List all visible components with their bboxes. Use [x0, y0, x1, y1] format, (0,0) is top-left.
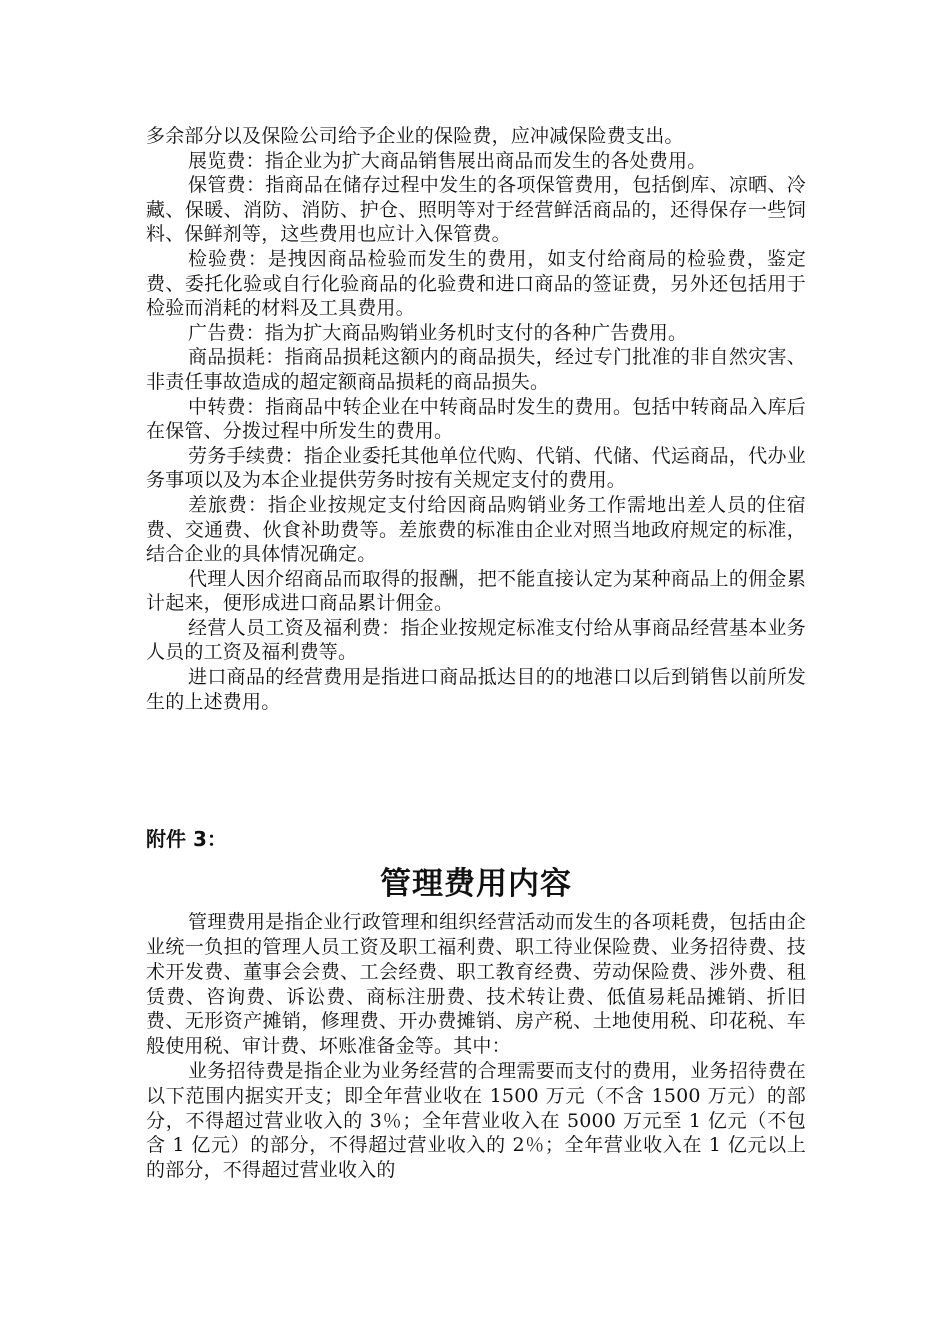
paragraph-inspection-fee: 检验费：是拽因商品检验而发生的费用，如支付给商局的检验费，鉴定费、委托化验或自行化验商品的化验费和进口商品的签证费，另外还包括用于检验而消耗的材料及工具费用。	[146, 247, 806, 320]
paragraph-insurance-continued: 多余部分以及保险公司给予企业的保险费，应冲减保险费支出。	[146, 125, 684, 147]
paragraph-travel-expense: 差旅费：指企业按规定支付给因商品购销业务工作需地出差人员的住宿费、交通费、伙食补助费等。差旅费的标准由企业对照当地政府规定的标准，结合企业的具体情况确定。	[146, 493, 806, 566]
paragraph-agent-commission: 代理人因介绍商品而取得的报酬，把不能直接认定为某种商品上的佣金累计起来，便形成进口商品累计佣金。	[146, 567, 806, 615]
paragraph-goods-loss: 商品损耗：指商品损耗这额内的商品损失，经过专门批准的非自然灾害、非责任事故造成的超定额商品损耗的商品损失。	[146, 346, 806, 393]
paragraph-exhibition-fee: 展览费：指企业为扩大商品销售展出商品而发生的各处费用。	[188, 149, 707, 172]
paragraph-management-definition: 管理费用是指企业行政管理和组织经营活动而发生的各项耗费，包括由企业统一负担的管理人员工资及职工福利费、职工待业保险费、业务招待费、技术开发费、董事会会费、工会经费、职工教育经费、劳动保险费、涉外费、租赁费、咨询费、诉讼费、商标注册费、技术转让费、低值易耗品摊销、折旧费、无形资产摊销，修理费、开办费摊销、房产税、土地使用税、印花税、车般使用税、审计费、坏账准备金等。其中：	[146, 911, 806, 1058]
attachment-label: 附件 3：	[146, 827, 227, 852]
section-management-expenses	[146, 862, 806, 1183]
section-gap	[146, 714, 806, 824]
paragraph-storage-fee: 保管费：指商品在储存过程中发生的各项保管费用，包括倒库、凉晒、冷藏、保暖、消防、消防、护仓、照明等对于经营鲜活商品的，还得保存一些饲料、保鲜剂等，这些费用也应计入保管费。	[146, 174, 806, 246]
paragraph-service-fee: 劳务手续费：指企业委托其他单位代购、代销、代储、代运商品，代办业务事项以及为本企业提供劳务时按有关规定支付的费用。	[146, 444, 806, 492]
section-expense-items	[146, 124, 806, 714]
paragraph-staff-wages: 经营人员工资及福利费：指企业按规定标准支付给从事商品经营基本业务人员的工资及福利费等。	[146, 616, 806, 664]
paragraph-advertising-fee: 广告费：指为扩大商品购销业务机时支付的各种广告费用。	[188, 321, 688, 344]
paragraph-transit-fee: 中转费：指商品中转企业在中转商品时发生的费用。包括中转商品入库后在保管、分拨过程中所发生的费用。	[146, 395, 806, 443]
section-title: 管理费用内容	[380, 866, 572, 903]
document-page	[146, 124, 806, 1183]
paragraph-import-expense: 进口商品的经营费用是指进口商品抵达目的的地港口以后到销售以前所发生的上述费用。	[146, 666, 806, 713]
paragraph-entertainment-fee: 业务招待费是指企业为业务经营的合理需要而支付的费用，业务招待费在以下范围内据实开支；即全年营业收在 1500 万元（不含 1500 万元）的部分，不得超过营业收入的 3％；全年营业收入在 5000 万元至 1 亿元（不包含 1 亿元）的部分，不得超过营业收入的 2％；全年营业收入在 1 亿元以上的部分，不得超过营业收入的	[146, 1060, 806, 1182]
